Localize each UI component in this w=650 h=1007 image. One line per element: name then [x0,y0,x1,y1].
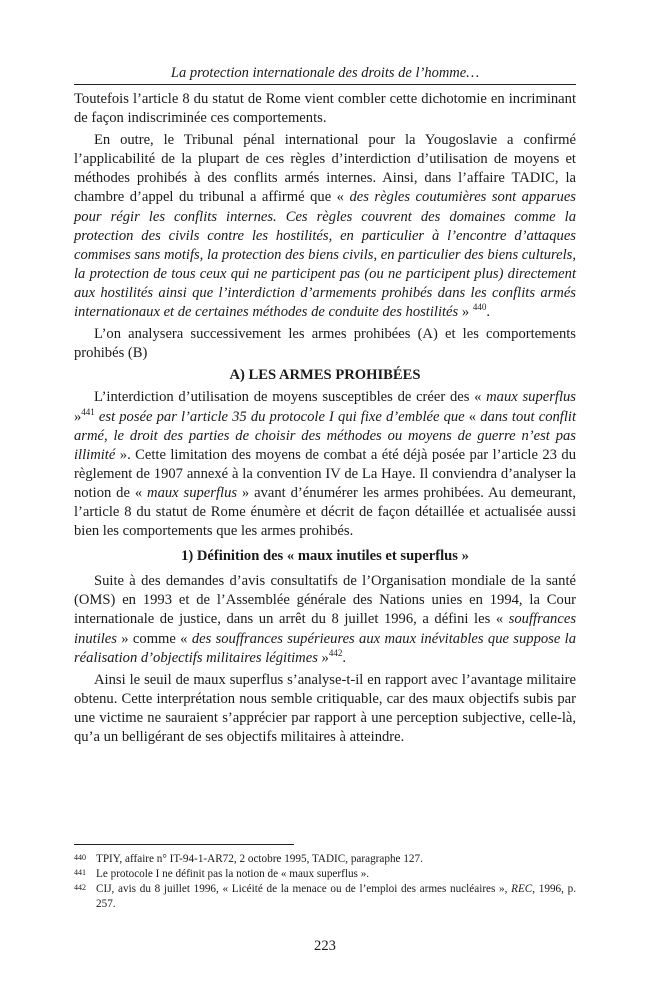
paragraph-4-text-b: » [74,408,82,425]
paragraph-4-text-c: « [464,408,481,425]
header-rule [74,84,576,85]
section-heading-1: 1) Définition des « maux inutiles et superflus » [181,548,469,565]
footnote-442 [74,882,576,912]
paragraph-1: Toutefois l’article 8 du statut de Rome vient combler cette dichotomie en incriminant de façon indiscriminée ces comportements. [74,91,576,127]
footnote-ref-442[interactable]: 442 [328,647,343,658]
footnote-440 [74,852,576,867]
paragraph-5-italic-2: des souffrances supérieures aux maux inévitables que suppose la réalisation d’objectifs militaires légitimes [74,630,576,666]
section-heading-a: A) LES ARMES PROHIBÉES [229,367,421,384]
footnote-italic: REC [511,883,533,895]
footnote-number: 441 [74,868,86,877]
paragraph-4-italic-2: est posée par l’article 35 du protocole I qui fixe d’emblée que [94,408,465,425]
footnote-text [96,882,576,912]
paragraph-3: L’on analysera successivement les armes prohibées (A) et les comportements prohibés (B) [74,326,576,362]
footnote-ref-440[interactable]: 440 [472,302,487,313]
footnote-text: TPIY, affaire n° IT-94-1-AR72, 2 octobre 1995, TADIC, paragraphe 127. [96,853,423,865]
paragraph-2-text-b: » [458,304,473,321]
paragraph-4-text-d: ». Cette limitation des moyens de combat a été déjà posée par l’article 23 du règlement de 1907 annexé à la convention IV de La Haye. Il conviendra d’analyser la notion de « [74,446,576,501]
footnote-text: Le protocole I ne définit pas la notion de « maux superflus ». [96,868,370,880]
page-number: 223 [314,938,336,954]
paragraph-5-text: Suite à des demandes d’avis consultatifs de l’Organisation mondiale de la santé (OMS) en 1993 et de l’Assemblée générale des Nations unies en 1994, la Cour internationale de justice, dans un arrêt du 8 juillet 1996, a défini les « [74,573,576,628]
footnote-number: 440 [74,853,86,862]
running-header: La protection internationale des droits de l’homme… [170,65,480,81]
paragraph-5-end: . [342,649,346,666]
paragraph-5-text-b: » comme « [116,630,192,647]
paragraph-2-end: . [486,304,490,321]
paragraph-4-text-e: » avant d’énumérer les armes prohibées. Au demeurant, l’article 8 du statut de Rome énumère et décrit de façon détaillée et actualisée aussi bien les comportements que les armes prohibés. [74,484,576,540]
paragraph-4-italic-1: maux superflus [486,389,576,406]
paragraph-5-text-c: » [317,649,329,666]
paragraph-2 [74,131,576,322]
footnotes [74,852,576,912]
footnote-number: 442 [74,883,86,892]
paragraph-6: Ainsi le seuil de maux superflus s’analyse-t-il en rapport avec l’avantage militaire obtenu. Cette interprétation nous semble critiquable, car des maux objectifs subis par une victime ne sauraient s’apprécier par rapport à une perception subjective, celle-là, qu’a un belligérant de ses objectifs militaires à atteindre. [74,671,576,745]
tadic-quote: des règles coutumières sont apparues pour régir les conflits internes. Ces règles couvrent des domaines comme la protection des civils contre les hostilités, en particulier à l’encontre d’attaques commises sans motifs, la protection des biens civils, en particulier des biens culturels, la protection de tous ceux qui ne participent pas (ou ne participent plus) directement aux hostilités ainsi que l’interdiction d’armements prohibés dans les conflits armés internationaux et de certaines méthodes de conduite des hostilités [74,189,576,321]
body-text [74,90,576,750]
paragraph-4-text: L’interdiction d’utilisation de moyens susceptibles de créer des « [94,389,487,406]
paragraph-5-italic-1: souffrances inutiles [74,611,576,647]
paragraph-4 [74,388,576,541]
paragraph-2-text: En outre, le Tribunal pénal international pour la Yougoslavie a confirmé l’applicabilité de la plupart de ces règles d’interdiction d’utilisation de moyens et méthodes prohibés à des conflits armés internes. Ainsi, dans l’affaire TADIC, la chambre d’appel du tribunal a affirmé que « [74,132,576,206]
paragraph-4-italic-3: dans tout conflit armé, le droit des parties de choisir des méthodes ou moyens de guerre n’est pas illimité [74,408,577,463]
footnote-text-a: CIJ, avis du 8 juillet 1996, « Licéité de la menace ou de l’emploi des armes nucléaires », [96,883,512,895]
footnote-441 [74,867,576,882]
footnote-ref-441[interactable]: 441 [81,406,95,417]
paragraph-4-italic-4: maux superflus [147,484,238,501]
paragraph-5 [74,572,576,667]
footnote-rule [74,844,294,845]
footnote-text-b: , 1996, p. 257. [96,883,577,910]
